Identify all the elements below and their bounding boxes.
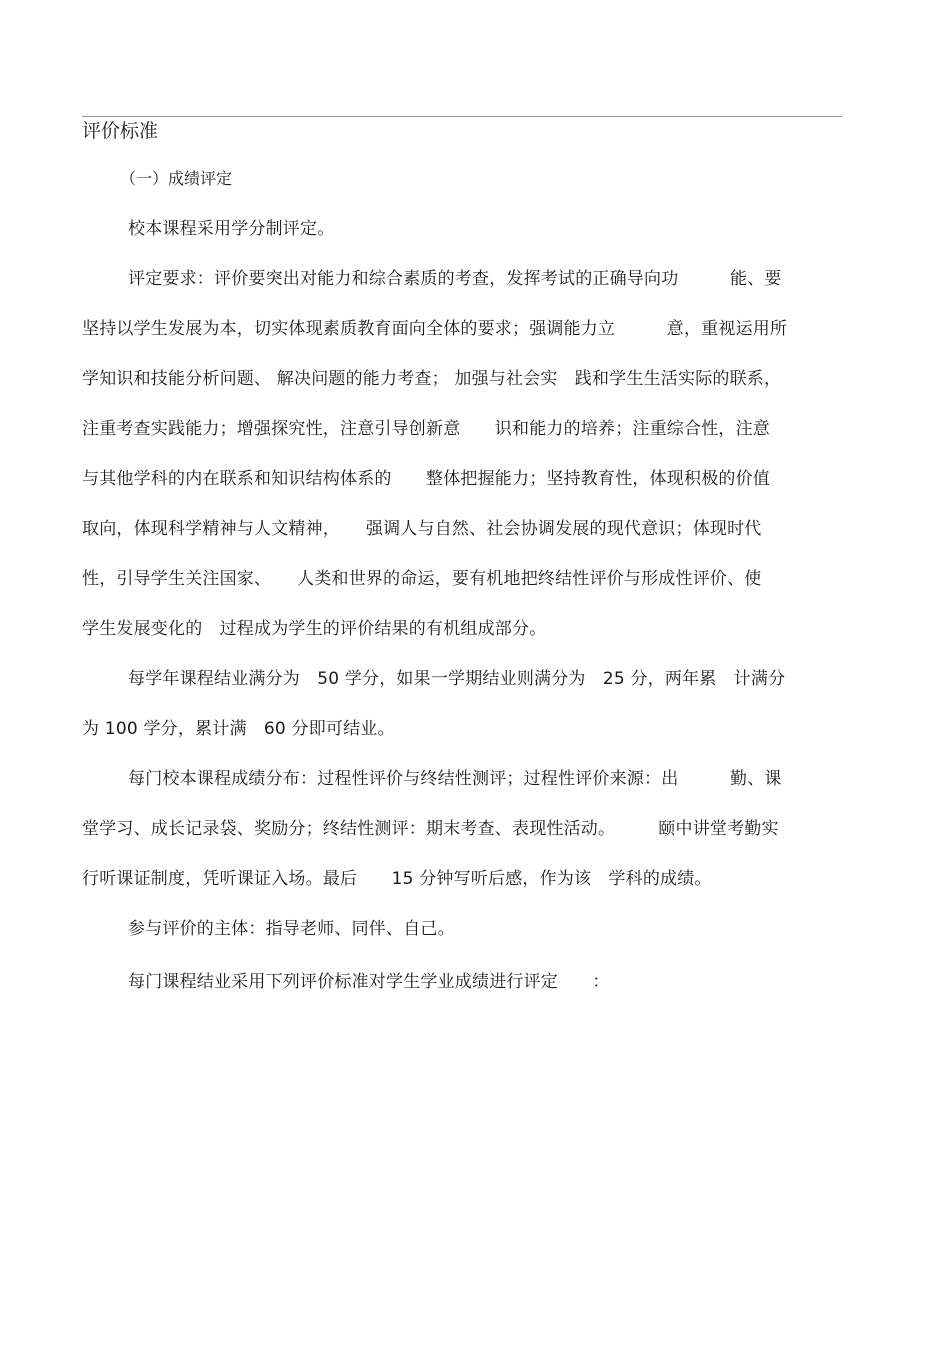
subsection-heading: （一）成绩评定 <box>120 169 233 188</box>
header-rule <box>82 116 842 117</box>
paragraph-line: 评定要求：评价要突出对能力和综合素质的考查，发挥考试的正确导向功 能、要 <box>128 269 782 289</box>
paragraph-line: 为 100 学分，累计满 60 分即可结业。 <box>82 719 395 739</box>
paragraph-line: 每学年课程结业满分为 50 学分，如果一学期结业则满分为 25 分，两年累 计满分 <box>128 669 786 689</box>
paragraph-line: 参与评价的主体：指导老师、同伴、自己。 <box>128 919 455 939</box>
paragraph-line: 与其他学科的内在联系和知识结构体系的 整体把握能力；坚持教育性，体现积极的价值 <box>82 469 770 489</box>
paragraph-line: 每门课程结业采用下列评价标准对学生学业成绩进行评定 ： <box>128 972 610 992</box>
paragraph-line: 学知识和技能分析问题、 解决问题的能力考查； 加强与社会实 践和学生生活实际的联系， <box>82 369 782 389</box>
paragraph-line: 校本课程采用学分制评定。 <box>128 219 335 239</box>
section-heading: 评价标准 <box>82 120 159 142</box>
paragraph-line: 学生发展变化的 过程成为学生的评价结果的有机组成部分。 <box>82 619 547 639</box>
paragraph-line: 取向，体现科学精神与人文精神， 强调人与自然、社会协调发展的现代意识；体现时代 <box>82 519 762 539</box>
paragraph-line: 行听课证制度，凭听课证入场。最后 15 分钟写听后感，作为该 学科的成绩。 <box>82 869 712 889</box>
paragraph-line: 每门校本课程成绩分布：过程性评价与终结性测评；过程性评价来源：出 勤、课 <box>128 769 782 789</box>
paragraph-line: 坚持以学生发展为本，切实体现素质教育面向全体的要求；强调能力立 意，重视运用所 <box>82 319 788 339</box>
paragraph-line: 堂学习、成长记录袋、奖励分；终结性测评：期末考查、表现性活动。 颐中讲堂考勤实 <box>82 819 779 839</box>
paragraph-line: 性，引导学生关注国家、 人类和世界的命运，要有机地把终结性评价与形成性评价、使 <box>82 569 762 589</box>
paragraph-line: 注重考查实践能力；增强探究性，注意引导创新意 识和能力的培养；注重综合性，注意 <box>82 419 770 439</box>
